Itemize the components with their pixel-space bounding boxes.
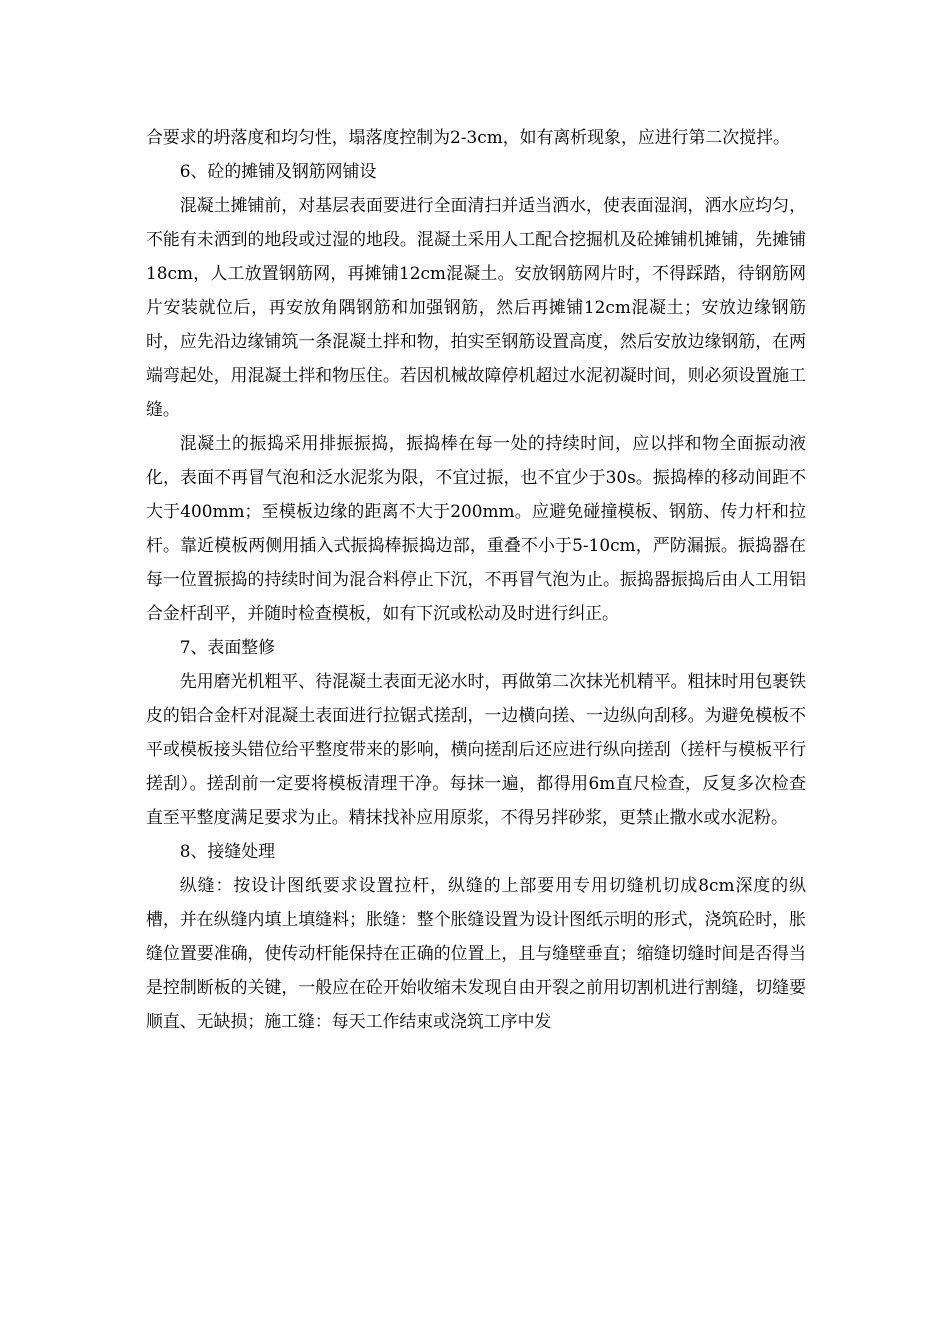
paragraph-vibration: 混凝土的振捣采用排振振捣，振捣棒在每一处的持续时间，应以拌和物全面振动液化，表面不再冒气泡和泛水泥浆为限，不宜过振，也不宜少于30s。振捣棒的移动间距不大于400mm；至模板边缘的距离不大于200mm。应避免碰撞模板、钢筋、传力杆和拉杆。靠近模板两侧用插入式振捣棒振捣边部，重叠不小于5-10cm，严防漏振。振捣器在每一位置振捣的持续时间为混合料停止下沉，不再冒气泡为止。振捣器振捣后由人工用铝合金杆刮平，并随时检查模板，如有下沉或松动及时进行纠正。 xyxy=(146,433,806,623)
paragraph-continuation: 合要求的坍落度和均匀性，塌落度控制为2-3cm，如有离析现象，应进行第二次搅拌。 xyxy=(146,127,790,147)
section-heading-7: 7、表面整修 xyxy=(179,637,275,657)
section-heading-6: 6、砼的摊铺及钢筋网铺设 xyxy=(179,161,377,181)
paragraph-surface-finishing: 先用磨光机粗平、待混凝土表面无泌水时，再做第二次抹光机精平。粗抹时用包裹铁皮的铝合金杆对混凝土表面进行拉锯式搓刮，一边横向搓、一边纵向刮移。为避免模板不平或模板接头错位给平整度带来的影响，横向搓刮后还应进行纵向搓刮（搓杆与模板平行搓刮）。搓刮前一定要将模板清理干净。每抹一遍，都得用6m直尺检查，反复多次检查直至平整度满足要求为止。精抹找补应用原浆，不得另拌砂浆，更禁止撒水或水泥粉。 xyxy=(146,671,806,827)
section-heading-8: 8、接缝处理 xyxy=(179,841,275,861)
document-page xyxy=(146,120,806,1038)
paragraph-joint-treatment: 纵缝：按设计图纸要求设置拉杆，纵缝的上部要用专用切缝机切成8cm深度的纵槽，并在纵缝内填上填缝料；胀缝：整个胀缝设置为设计图纸示明的形式，浇筑砼时，胀缝位置要准确，使传动杆能保持在正确的位置上，且与缝壁垂直；缩缝切缝时间是否得当是控制断板的关键，一般应在砼开始收缩未发现自由开裂之前用切割机进行割缝，切缝要顺直、无缺损；施工缝：每天工作结束或浇筑工序中发 xyxy=(146,875,806,1031)
paragraph-paving: 混凝土摊铺前，对基层表面要进行全面清扫并适当洒水，使表面湿润，洒水应均匀，不能有未洒到的地段或过湿的地段。混凝土采用人工配合挖掘机及砼摊铺机摊铺，先摊铺18cm，人工放置钢筋网，再摊铺12cm混凝土。安放钢筋网片时，不得踩踏，待钢筋网片安装就位后，再安放角隅钢筋和加强钢筋，然后再摊铺12cm混凝土；安放边缘钢筋时，应先沿边缘铺筑一条混凝土拌和物，拍实至钢筋设置高度，然后安放边缘钢筋，在两端弯起处，用混凝土拌和物压住。若因机械故障停机超过水泥初凝时间，则必须设置施工缝。 xyxy=(146,195,806,419)
